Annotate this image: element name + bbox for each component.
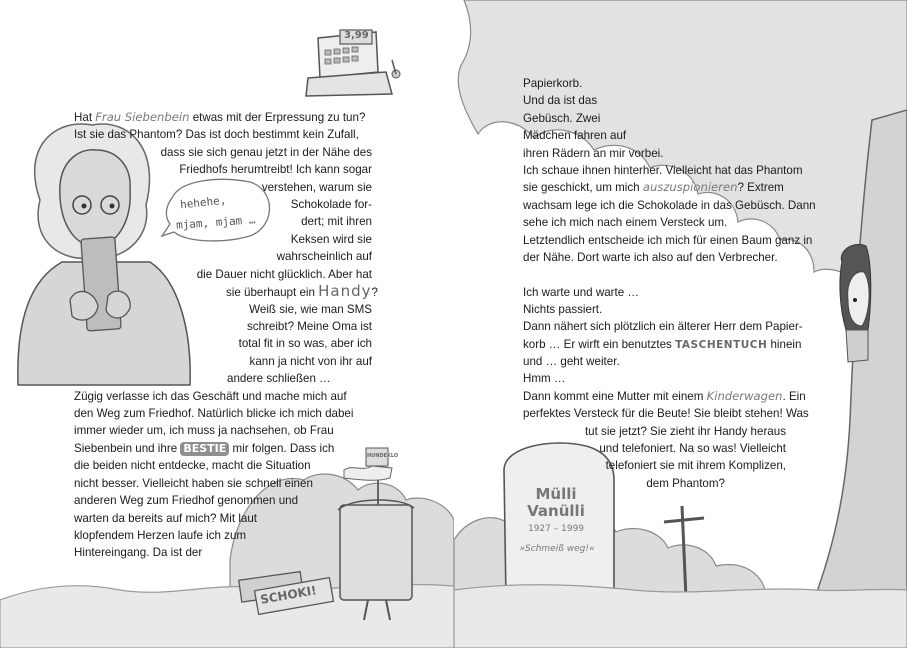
text-line: die Dauer nicht glücklich. Aber hat (196, 268, 372, 281)
text-run: Dann kommt eine Mutter mit einem (523, 390, 707, 403)
text-line (74, 440, 334, 457)
text-line: Schokolade for- (290, 198, 372, 211)
text-line: Ich schaue ihnen hinterher. Vielleicht hat das Phantom (523, 164, 803, 177)
text-line: Letztendlich entscheide ich mich für einen Baum ganz in (523, 234, 813, 247)
speech-bubble-line2: mjam, mjam … (175, 213, 256, 232)
text-line: Hmm … (523, 372, 566, 385)
text-run: ? (371, 286, 378, 299)
tombstone-name-2: Vanülli (527, 502, 585, 520)
text-run: hinein (767, 338, 802, 351)
text-line: Zügig verlasse ich das Geschäft und mache mich auf (74, 390, 347, 403)
text-line: Hintereingang. Da ist der (74, 546, 203, 559)
text-run: Siebenbein und ihre (74, 442, 181, 455)
text-line: und telefoniert. Na so was! Vielleicht (599, 442, 786, 455)
speech-bubble-line1: hehehe, (179, 193, 227, 212)
text-line: total fit in so was, aber ich (238, 337, 372, 350)
register-display: 3,99 (344, 30, 369, 41)
hiding-girl-figure (840, 244, 871, 362)
text-line: Und da ist das (523, 94, 598, 107)
text-line: perfektes Versteck für die Beute! Sie bleibt stehen! Was (523, 407, 809, 420)
text-run: . Ein (782, 390, 806, 403)
text-line: immer wieder um, ich muss ja nachsehen, ob Frau (74, 424, 334, 437)
text-line: und … geht weiter. (523, 355, 620, 368)
tombstone (504, 443, 614, 600)
text-run: korb … Er wirft ein benutztes (523, 338, 676, 351)
text-line: schreibt? Meine Oma ist (246, 320, 372, 333)
text-line: dass sie sich genau jetzt in der Nähe des (160, 146, 372, 159)
text-run: sie überhaupt ein (225, 286, 319, 299)
tombstone-epitaph: »Schmeiß weg!« (519, 544, 595, 554)
text-line: die beiden nicht entdecke, macht die Situation (74, 459, 311, 472)
handwritten-word: auszuspionieren (642, 180, 738, 194)
text-run: mir folgen. Dass ich (229, 442, 335, 455)
bestie-badge: BESTIE (180, 442, 229, 456)
text-line: den Weg zum Friedhof. Natürlich blicke ich mich dabei (74, 407, 354, 420)
taschentuch-word: TASCHENTUCH (675, 339, 768, 351)
text-line (523, 179, 784, 196)
text-line: nicht besser. Vielleicht haben sie schnell einen (74, 477, 313, 490)
text-line: tut sie jetzt? Sie zieht ihr Handy heraus (584, 425, 786, 438)
text-run: Hat (74, 111, 96, 124)
text-line: Dann nähert sich plötzlich ein älterer Herr dem Papier- (523, 320, 803, 333)
text-run: sie geschickt, um mich (523, 181, 643, 194)
text-line: Mädchen fahren auf (523, 129, 627, 142)
handy-word: Handy (318, 282, 372, 300)
trash-bin-icon (338, 448, 414, 620)
text-line: telefoniert sie mit ihrem Komplizen, (605, 459, 786, 472)
grandma-figure (18, 124, 190, 385)
text-line: kann ja nicht von ihr auf (249, 355, 372, 368)
text-line (523, 388, 806, 405)
text-line: Keksen wird sie (290, 233, 372, 246)
text-line: Nichts passiert. (523, 303, 603, 316)
text-run: ? Extrem (737, 181, 784, 194)
right-page (454, 0, 907, 648)
text-line (523, 336, 801, 353)
text-line: wahrscheinlich auf (276, 250, 372, 263)
text-line: der Nähe. Dort warte ich also auf den Verbrecher. (523, 251, 778, 264)
tombstone-years: 1927 – 1999 (527, 524, 585, 534)
text-line: warten da bereits auf mich? Mit laut (74, 512, 258, 525)
text-line: Weiß sie, wie man SMS (249, 303, 372, 316)
text-line: Friedhofs herumtreibt! Ich kann sogar (179, 163, 372, 176)
text-line (226, 283, 378, 300)
text-line: sehe ich mich nach einem Versteck um. (523, 216, 728, 229)
text-line: verstehen, warum sie (261, 181, 372, 194)
text-line (74, 109, 365, 126)
text-line: klopfendem Herzen laufe ich zum (74, 529, 247, 542)
text-line: wachsam lege ich die Schokolade in das Gebüsch. Dann (523, 199, 816, 212)
handwritten-word: Kinderwagen (706, 389, 783, 403)
text-line: Papierkorb. (523, 77, 583, 90)
text-line: Ich warte und warte … (523, 286, 639, 299)
text-line: andere schließen … (227, 372, 331, 385)
choco-label: SCHOKI! (259, 583, 318, 607)
handwritten-name: Frau Siebenbein (95, 110, 190, 124)
text-line: Gebüsch. Zwei (523, 112, 601, 125)
text-run: etwas mit der Erpressung zu tun? (189, 111, 366, 124)
text-line: dem Phantom? (646, 477, 725, 490)
trash-sign: HUNDEKLO (367, 453, 399, 459)
speech-bubble (162, 179, 270, 241)
text-line: anderen Weg zum Friedhof genommen und (74, 494, 299, 507)
ground (454, 585, 907, 648)
text-line: ihren Rädern an mir vorbei. (523, 147, 664, 160)
tombstone-name-1: Mülli (535, 485, 577, 503)
text-line: Ist sie das Phantom? Das ist doch bestimmt kein Zufall, (74, 128, 359, 141)
text-line: dert; mit ihren (301, 215, 372, 228)
